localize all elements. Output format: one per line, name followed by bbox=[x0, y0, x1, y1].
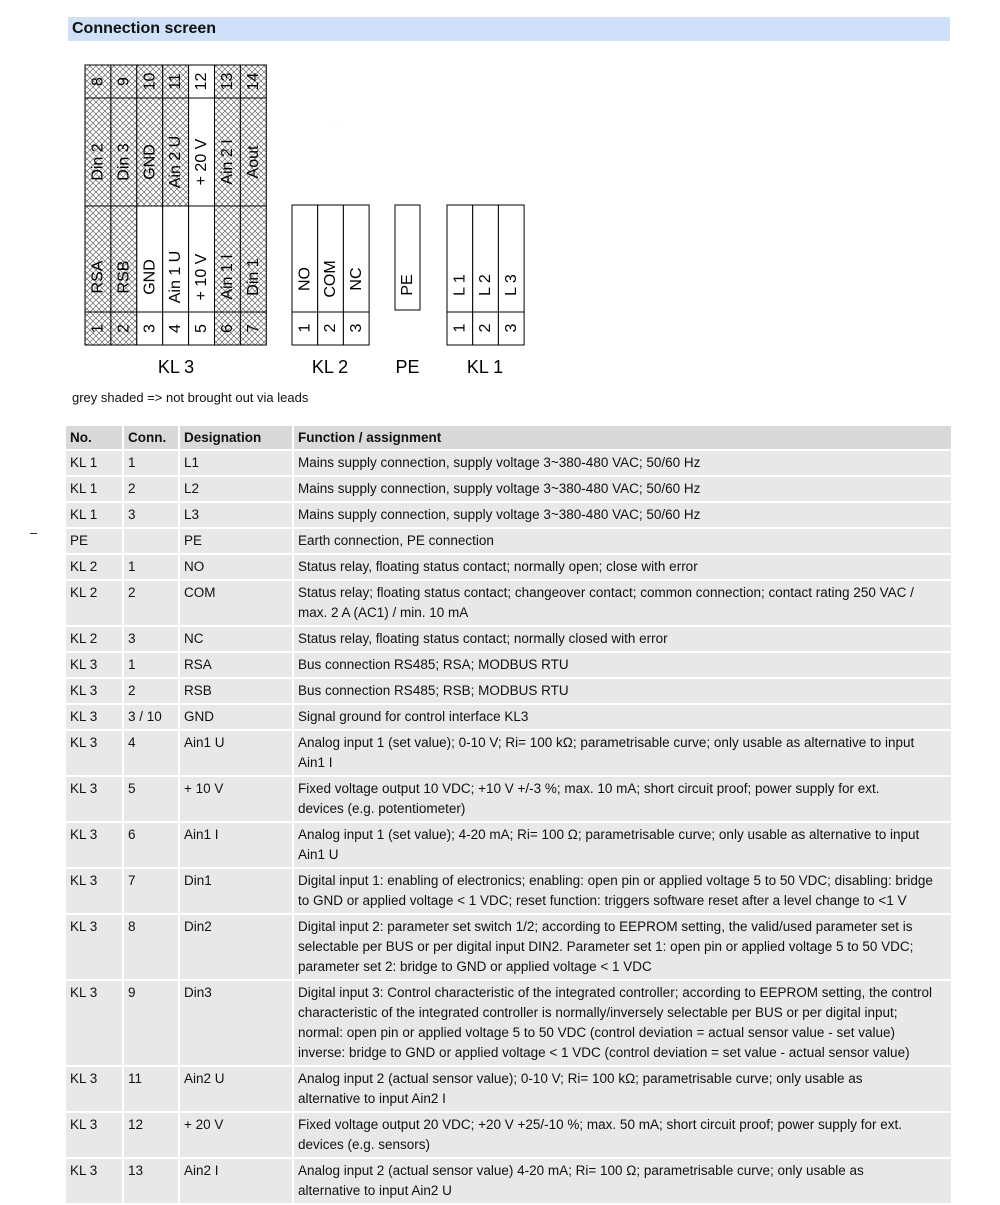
table-row bbox=[66, 1159, 951, 1203]
kl3-top-pin-label: Ain 2 U bbox=[167, 135, 185, 189]
kl1-pin-number: 3 bbox=[502, 323, 520, 333]
cell-designation: Din1 bbox=[178, 869, 292, 913]
kl3-bottom-pin-label: RSB bbox=[115, 260, 133, 294]
kl3-bottom-pin-label: GND bbox=[141, 259, 159, 295]
cell-conn: 7 bbox=[122, 869, 178, 913]
table-row bbox=[66, 451, 951, 475]
cell-designation: Ain1 U bbox=[178, 731, 292, 775]
margin-dash: – bbox=[30, 525, 38, 540]
cell-function: Status relay, floating status contact; normally closed with error bbox=[292, 627, 951, 651]
cell-conn: 13 bbox=[122, 1159, 178, 1203]
connection-diagram bbox=[0, 0, 1000, 385]
kl3-top-pin-number: 13 bbox=[218, 72, 236, 91]
kl1-pin-label: L 1 bbox=[451, 274, 469, 296]
table-row bbox=[66, 555, 951, 579]
cell-function: Signal ground for control interface KL3 bbox=[292, 705, 951, 729]
legend-note: grey shaded => not brought out via leads bbox=[72, 390, 309, 405]
kl2-terminal-block bbox=[292, 205, 369, 377]
header-no: No. bbox=[66, 426, 122, 449]
kl3-label: KL 3 bbox=[157, 357, 195, 377]
cell-designation: Ain2 I bbox=[178, 1159, 292, 1203]
table-row bbox=[66, 915, 951, 979]
kl1-pin-number: 2 bbox=[477, 323, 495, 333]
pe-pin-label: PE bbox=[399, 274, 416, 296]
cell-function: Status relay, floating status contact; normally open; close with error bbox=[292, 555, 951, 579]
cell-designation: Din2 bbox=[178, 915, 292, 979]
cell-no: KL 3 bbox=[66, 731, 122, 775]
kl3-bottom-pin-number: 5 bbox=[193, 324, 211, 333]
cell-no: KL 3 bbox=[66, 679, 122, 703]
table-row bbox=[66, 731, 951, 775]
kl3-top-pin-number: 8 bbox=[89, 77, 107, 86]
cell-no: KL 3 bbox=[66, 981, 122, 1065]
pe-terminal bbox=[395, 205, 420, 377]
table-row bbox=[66, 777, 951, 821]
table-row bbox=[66, 627, 951, 651]
cell-conn: 3 / 10 bbox=[122, 705, 178, 729]
cell-no: KL 3 bbox=[66, 1113, 122, 1157]
cell-no: KL 2 bbox=[66, 555, 122, 579]
kl2-pin-number: 2 bbox=[322, 323, 340, 333]
cell-conn: 4 bbox=[122, 731, 178, 775]
kl3-top-pin-label: GND bbox=[141, 144, 159, 180]
kl2-pin-label: NO bbox=[296, 267, 314, 291]
cell-conn bbox=[122, 529, 178, 553]
table-row bbox=[66, 679, 951, 703]
table-row bbox=[66, 981, 951, 1065]
table-row bbox=[66, 823, 951, 867]
cell-function: Digital input 1: enabling of electronics; enabling: open pin or applied voltage 5 to 50 VDC; disabling: bridge to GND or applied voltage < 1 VDC; reset function: triggers software reset after a level change to <1 V bbox=[292, 869, 951, 913]
cell-no: KL 1 bbox=[66, 451, 122, 475]
kl3-bottom-pin-number: 4 bbox=[167, 324, 185, 333]
cell-designation: Din3 bbox=[178, 981, 292, 1065]
cell-function: Fixed voltage output 10 VDC; +10 V +/-3 %; max. 10 mA; short circuit proof; power supply for ext. devices (e.g. potentiometer) bbox=[292, 777, 951, 821]
cell-designation: L2 bbox=[178, 477, 292, 501]
cell-designation: GND bbox=[178, 705, 292, 729]
kl3-bottom-pin-label: RSA bbox=[89, 260, 107, 294]
kl3-top-pin-label: Din 2 bbox=[89, 143, 107, 181]
cell-conn: 3 bbox=[122, 503, 178, 527]
table-header-row bbox=[66, 426, 951, 449]
cell-designation: L3 bbox=[178, 503, 292, 527]
kl1-pin-label: L 3 bbox=[502, 274, 520, 296]
table-row bbox=[66, 1067, 951, 1111]
kl3-terminal-block bbox=[85, 65, 266, 377]
cell-designation: + 20 V bbox=[178, 1113, 292, 1157]
cell-no: KL 2 bbox=[66, 627, 122, 651]
kl3-top-pin-label: Aout bbox=[244, 145, 262, 179]
table-row bbox=[66, 581, 951, 625]
kl2-pin-label: COM bbox=[322, 260, 340, 298]
kl3-top-pin-label: Din 3 bbox=[115, 143, 133, 181]
table-row bbox=[66, 705, 951, 729]
kl3-top-pin-label: + 20 V bbox=[193, 138, 211, 186]
cell-conn: 2 bbox=[122, 581, 178, 625]
table-row bbox=[66, 653, 951, 677]
kl3-bottom-pin-number: 3 bbox=[141, 324, 159, 333]
cell-conn: 8 bbox=[122, 915, 178, 979]
kl3-bottom-pin-number: 6 bbox=[218, 324, 236, 333]
cell-no: KL 1 bbox=[66, 477, 122, 501]
cell-designation: RSA bbox=[178, 653, 292, 677]
cell-designation: + 10 V bbox=[178, 777, 292, 821]
cell-function: Mains supply connection, supply voltage 3~380-480 VAC; 50/60 Hz bbox=[292, 477, 951, 501]
kl3-top-pin-number: 9 bbox=[115, 77, 133, 86]
cell-function: Analog input 2 (actual sensor value) 4-20 mA; Ri= 100 Ω; parametrisable curve; only usable as alternative to input Ain2 U bbox=[292, 1159, 951, 1203]
cell-conn: 1 bbox=[122, 451, 178, 475]
kl3-bottom-pin-label: + 10 V bbox=[193, 253, 211, 301]
cell-no: KL 3 bbox=[66, 1159, 122, 1203]
cell-conn: 2 bbox=[122, 477, 178, 501]
kl3-bottom-pin-label: Ain 1 U bbox=[167, 250, 185, 304]
cell-conn: 1 bbox=[122, 653, 178, 677]
cell-conn: 1 bbox=[122, 555, 178, 579]
cell-designation: RSB bbox=[178, 679, 292, 703]
cell-no: KL 3 bbox=[66, 653, 122, 677]
kl3-bottom-pin-label: Din 1 bbox=[244, 258, 262, 296]
cell-conn: 9 bbox=[122, 981, 178, 1065]
cell-conn: 3 bbox=[122, 627, 178, 651]
kl3-bottom-pin-label: Ain 1 I bbox=[218, 254, 236, 300]
kl3-bottom-pin-number: 7 bbox=[244, 324, 262, 333]
kl3-top-pin-label: Ain 2 I bbox=[218, 139, 236, 185]
kl1-pin-label: L 2 bbox=[477, 274, 495, 296]
cell-function: Bus connection RS485; RSB; MODBUS RTU bbox=[292, 679, 951, 703]
kl3-top-pin-number: 12 bbox=[193, 72, 211, 91]
kl3-bottom-pin-number: 2 bbox=[115, 324, 133, 333]
table-row bbox=[66, 503, 951, 527]
header-designation: Designation bbox=[178, 426, 292, 449]
cell-conn: 2 bbox=[122, 679, 178, 703]
table-row bbox=[66, 529, 951, 553]
cell-no: KL 3 bbox=[66, 869, 122, 913]
cell-designation: Ain1 I bbox=[178, 823, 292, 867]
cell-conn: 12 bbox=[122, 1113, 178, 1157]
cell-conn: 6 bbox=[122, 823, 178, 867]
kl1-terminal-block bbox=[447, 205, 524, 377]
table-row bbox=[66, 869, 951, 913]
header-conn: Conn. bbox=[122, 426, 178, 449]
kl2-pin-number: 3 bbox=[347, 323, 365, 333]
cell-no: KL 3 bbox=[66, 823, 122, 867]
kl2-label: KL 2 bbox=[311, 357, 349, 377]
cell-function: Digital input 2: parameter set switch 1/2; according to EEPROM setting, the valid/used parameter set is selectable per BUS or per digital input DIN2. Parameter set 1: open pin or applied voltage 5 to 50 VDC; parameter set 2: bridge to GND or applied voltage < 1 VDC bbox=[292, 915, 951, 979]
cell-function: Bus connection RS485; RSA; MODBUS RTU bbox=[292, 653, 951, 677]
cell-conn: 5 bbox=[122, 777, 178, 821]
table-row bbox=[66, 1113, 951, 1157]
header-function: Function / assignment bbox=[292, 426, 951, 449]
cell-function: Digital input 3: Control characteristic of the integrated controller; according to EEPROM setting, the control characteristic of the integrated controller is normally/inversely selectable per BUS or per digital input; normal: open pin or applied voltage 5 to 50 VDC (control deviation = actual sensor value - set value) inverse: bridge to GND or applied voltage < 1 VDC (control deviation = set value - actual sensor value) bbox=[292, 981, 951, 1065]
kl2-pin-number: 1 bbox=[296, 323, 314, 333]
connection-table bbox=[66, 424, 951, 1205]
cell-designation: PE bbox=[178, 529, 292, 553]
cell-designation: L1 bbox=[178, 451, 292, 475]
cell-no: PE bbox=[66, 529, 122, 553]
cell-conn: 11 bbox=[122, 1067, 178, 1111]
table-row bbox=[66, 477, 951, 501]
cell-no: KL 3 bbox=[66, 777, 122, 821]
cell-function: Analog input 1 (set value); 4-20 mA; Ri= 100 Ω; parametrisable curve; only usable as alternative to input Ain1 U bbox=[292, 823, 951, 867]
cell-no: KL 2 bbox=[66, 581, 122, 625]
cell-no: KL 3 bbox=[66, 705, 122, 729]
svg-text:·: · bbox=[335, 123, 337, 129]
kl3-top-pin-number: 14 bbox=[244, 72, 262, 91]
section-title: Connection screen bbox=[72, 20, 217, 37]
kl3-bottom-pin-number: 1 bbox=[89, 324, 107, 333]
cell-function: Mains supply connection, supply voltage 3~380-480 VAC; 50/60 Hz bbox=[292, 503, 951, 527]
kl2-pin-label: NC bbox=[347, 267, 365, 291]
cell-function: Earth connection, PE connection bbox=[292, 529, 951, 553]
kl1-label: KL 1 bbox=[466, 357, 504, 377]
kl3-top-pin-number: 10 bbox=[141, 72, 159, 91]
cell-function: Status relay; floating status contact; changeover contact; common connection; contact rating 250 VAC / max. 2 A (AC1) / min. 10 mA bbox=[292, 581, 951, 625]
cell-function: Analog input 1 (set value); 0-10 V; Ri= 100 kΩ; parametrisable curve; only usable as alternative to input Ain1 I bbox=[292, 731, 951, 775]
kl3-top-pin-number: 11 bbox=[167, 73, 185, 90]
cell-function: Mains supply connection, supply voltage 3~380-480 VAC; 50/60 Hz bbox=[292, 451, 951, 475]
cell-designation: NC bbox=[178, 627, 292, 651]
cell-designation: COM bbox=[178, 581, 292, 625]
cell-no: KL 3 bbox=[66, 1067, 122, 1111]
cell-function: Analog input 2 (actual sensor value); 0-10 V; Ri= 100 kΩ; parametrisable curve; only usable as alternative to input Ain2 I bbox=[292, 1067, 951, 1111]
cell-no: KL 1 bbox=[66, 503, 122, 527]
cell-no: KL 3 bbox=[66, 915, 122, 979]
cell-designation: NO bbox=[178, 555, 292, 579]
kl1-pin-number: 1 bbox=[451, 323, 469, 333]
pe-label: PE bbox=[395, 357, 420, 377]
cell-function: Fixed voltage output 20 VDC; +20 V +25/-10 %; max. 50 mA; short circuit proof; power supply for ext. devices (e.g. sensors) bbox=[292, 1113, 951, 1157]
cell-designation: Ain2 U bbox=[178, 1067, 292, 1111]
